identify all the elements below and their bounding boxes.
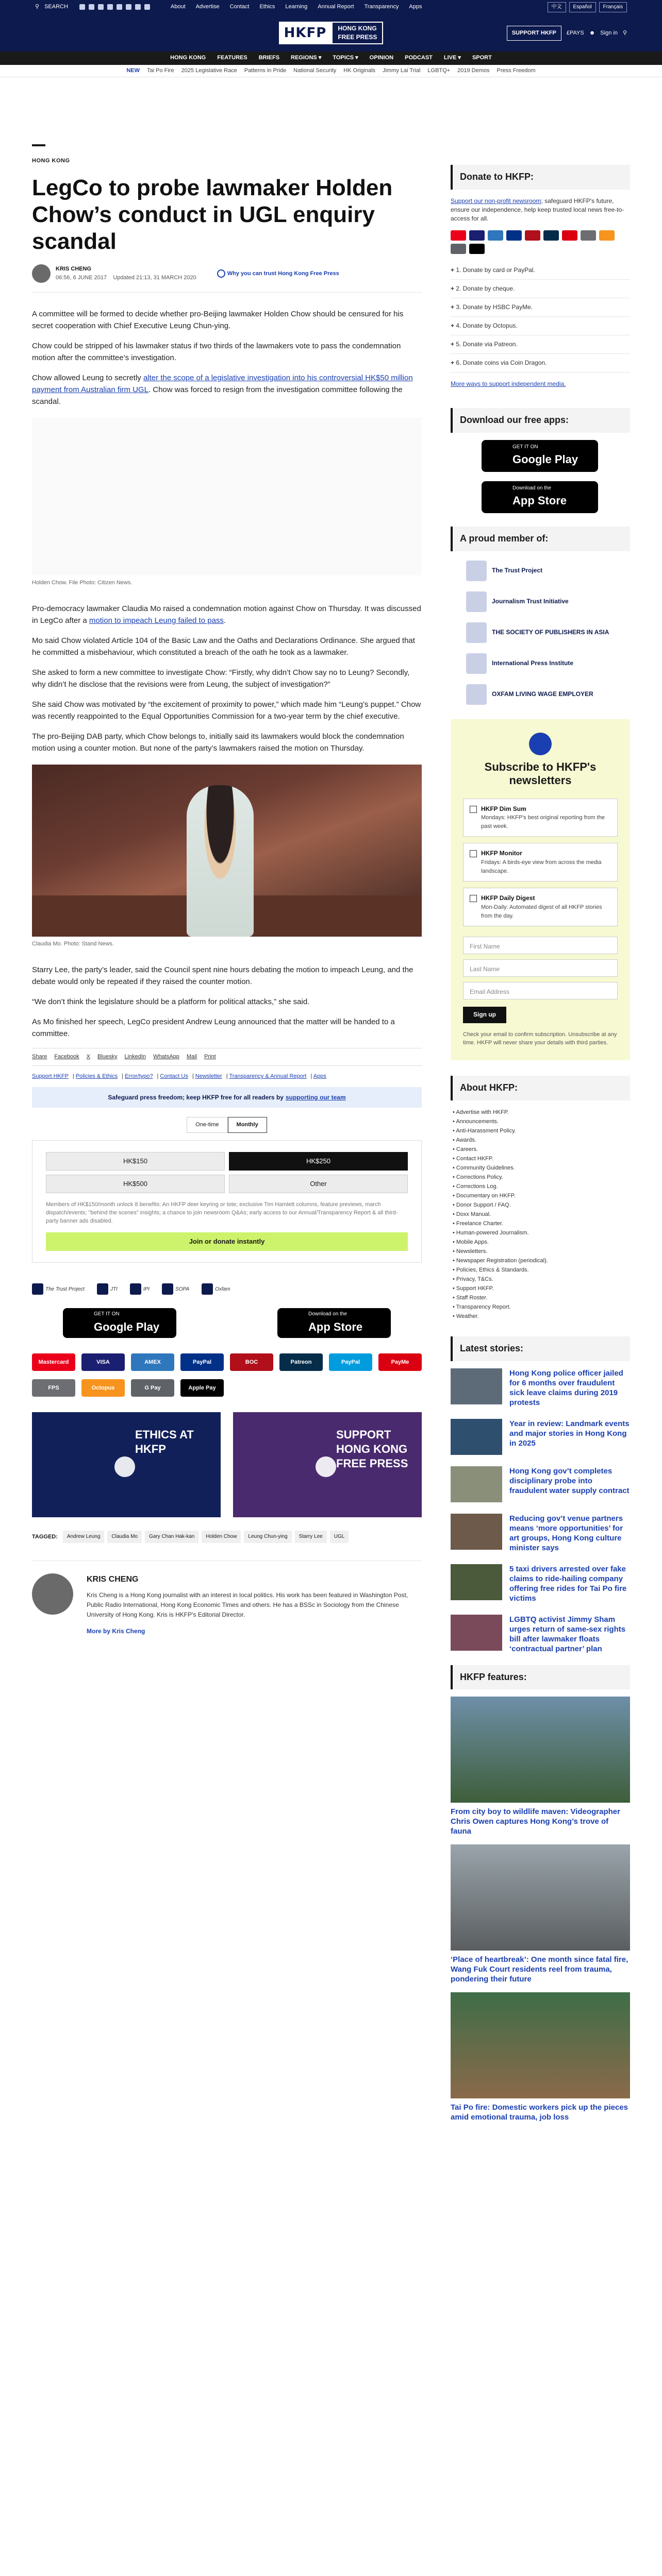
- logo-short: HKFP: [284, 25, 327, 41]
- share-bluesky[interactable]: Bluesky: [97, 1054, 118, 1060]
- member-label: Journalism Trust Initiative: [492, 598, 569, 605]
- author-box: [32, 1561, 422, 1637]
- feature-image[interactable]: [451, 1844, 630, 1951]
- topbar-link-contact[interactable]: Contact: [229, 4, 250, 10]
- promo-title: SUPPORT HONG KONG FREE PRESS: [336, 1428, 408, 1470]
- story-headline[interactable]: Year in review: Landmark events and major stories in Hong Kong in 2025: [509, 1419, 630, 1448]
- ticker-item[interactable]: Tai Po Fire: [146, 67, 174, 74]
- article: [32, 144, 422, 1637]
- story-thumbnail[interactable]: [451, 1419, 502, 1455]
- email-field[interactable]: Email Address: [463, 982, 618, 999]
- store-small: Download on the: [512, 485, 552, 491]
- nav-regions[interactable]: REGIONS ▾: [291, 55, 322, 61]
- about-link[interactable]: • Advertise with HKFP.: [453, 1108, 630, 1117]
- payment-logo: PayPal: [180, 1353, 224, 1371]
- member-heading: A proud member of:: [451, 527, 630, 551]
- updated-date: Updated 21:13, 31 MARCH 2020: [113, 275, 196, 281]
- paragraph: Pro-democracy lawmaker Claudia Mo raised a condemnation motion against Chow on Thursday. It was discussed in LegCo after a motion to impeach Leung failed to pass.: [32, 604, 421, 625]
- paragraph: [32, 372, 422, 408]
- topbar-link-transparency[interactable]: Transparency: [364, 4, 399, 10]
- ipi-icon: [466, 653, 487, 674]
- donate-widget: [451, 197, 630, 388]
- nav-hong-kong[interactable]: HONG KONG: [170, 55, 206, 61]
- applepay-icon: [469, 244, 485, 254]
- story-headline[interactable]: 5 taxi drivers arrested over fake claims to ride-hailing company offering free rides for Tai Po fire victims: [509, 1564, 627, 1603]
- currency-selector[interactable]: £PAYS: [566, 30, 584, 36]
- donation-amounts: [46, 1152, 408, 1193]
- share-print[interactable]: Print: [204, 1054, 216, 1060]
- feature-headline[interactable]: From city boy to wildlife maven: Videographer Chris Owen captures Hong Kong’s trove of fauna: [451, 1807, 620, 1836]
- ticker-item[interactable]: 2025 Legislative Race: [181, 67, 237, 74]
- member-logos: [451, 560, 630, 706]
- footer-link-newsletter[interactable]: Newsletter: [195, 1073, 222, 1080]
- author-bio: Kris Cheng is a Hong Kong journalist with an interest in local politics. His work has been featured in Washington Post, Public Radio International, Hong Kong Economic Times and others. He has a BSSc in Sociology from the Chinese University of Hong Kong. Kris is HKFP’s Editorial Director.: [87, 1591, 408, 1618]
- lang-spanish[interactable]: Español: [569, 2, 596, 12]
- search-icon[interactable]: ⚲: [35, 4, 40, 10]
- affiliation-label: IPI: [143, 1286, 150, 1292]
- amex-icon: [488, 230, 503, 241]
- facebook-icon[interactable]: [79, 4, 85, 10]
- affiliation-label: The Trust Project: [45, 1286, 85, 1292]
- story-headline[interactable]: Hong Kong gov’t completes disciplinary probe into fraudulent water supply contract: [509, 1466, 630, 1495]
- photo-subject: [187, 785, 254, 937]
- about-link[interactable]: • Corrections Log.: [453, 1182, 630, 1191]
- member-jti[interactable]: [466, 590, 630, 613]
- nav-features[interactable]: FEATURES: [217, 55, 247, 61]
- card-logos: [451, 230, 630, 254]
- bluesky-icon[interactable]: [126, 4, 131, 10]
- tags-label: TAGGED:: [32, 1533, 58, 1540]
- sidebar-app-buttons: [451, 440, 630, 513]
- oxfam-icon: [466, 684, 487, 705]
- membership-benefits-note: Members of HK$150/month unlock 8 benefits: An HKFP deer keyring or tote; exclusive Tim Hamlett columns, feature previews, march dispatch/events; "behind the scenes" insights; a chance to join newsroom Q&As; early access to our Annual/Transparency Report & all third-party banner ads disabled.: [46, 1201, 398, 1225]
- about-link[interactable]: • Contact HKFP.: [453, 1154, 630, 1163]
- sopa-icon: [162, 1283, 173, 1295]
- tag[interactable]: Holden Chow: [202, 1531, 241, 1543]
- newsletter-name: HKFP Monitor: [481, 850, 522, 857]
- topbar-link-advertise[interactable]: Advertise: [195, 4, 220, 10]
- play-icon[interactable]: [316, 1456, 336, 1477]
- store-big: Google Play: [512, 453, 578, 466]
- logo-line-2: FREE PRESS: [338, 33, 377, 41]
- member-label: The Trust Project: [492, 567, 543, 574]
- tag[interactable]: UGL: [330, 1531, 349, 1543]
- paragraph: Chow could be stripped of his lawmaker status if two thirds of the lawmakers vote to pass the condemnation motion after the committee’s investigation.: [32, 342, 401, 363]
- signup-button[interactable]: Sign up: [463, 1007, 506, 1023]
- x-icon[interactable]: [89, 4, 94, 10]
- donate-strip-link[interactable]: supporting our team: [285, 1093, 346, 1101]
- more-ways-link[interactable]: More ways to support independent media.: [451, 380, 566, 387]
- donate-method[interactable]: + 4. Donate by Octopus.: [451, 317, 630, 335]
- octopus-icon: [599, 230, 615, 241]
- newsletter-option-dim-sum[interactable]: [463, 799, 618, 837]
- play-icon[interactable]: [114, 1456, 135, 1477]
- about-link[interactable]: • Corrections Policy.: [453, 1173, 630, 1182]
- apps-heading: Download our free apps:: [451, 408, 630, 433]
- photo-caption: Claudia Mo. Photo: Stand News.: [32, 941, 114, 947]
- user-icon[interactable]: ☻: [589, 30, 595, 36]
- youtube-icon[interactable]: [107, 4, 113, 10]
- affiliation-jti[interactable]: [97, 1283, 118, 1295]
- donate-strip-text: Safeguard press freedom; keep HKFP free for all readers by: [108, 1093, 284, 1101]
- ugl-investigation-link[interactable]: alter the scope of a legislative investigation into his controversial HK$50 million payment from Australian firm UGL: [32, 374, 413, 395]
- trust-badge-icon: [217, 269, 225, 278]
- jti-icon: [97, 1283, 108, 1295]
- topbar-link-about[interactable]: About: [170, 4, 186, 10]
- feature-image[interactable]: [451, 1697, 630, 1803]
- newsletter-desc: Mon-Daily: Automated digest of all HKFP stories from the day.: [481, 904, 602, 919]
- donate-method[interactable]: + 1. Donate by card or PayPal.: [451, 261, 630, 280]
- sign-in-link[interactable]: Sign in: [600, 30, 618, 36]
- newsletter-signup: [451, 719, 630, 1060]
- affiliation-label: Oxfam: [215, 1286, 230, 1292]
- donate-intro-text: ; safeguard HKFP's future, ensure our independence, help keep trusted local news free-to-access for all.: [451, 197, 624, 222]
- latest-story[interactable]: [451, 1514, 630, 1553]
- instagram-icon[interactable]: [98, 4, 104, 10]
- affiliation-trust-project[interactable]: [32, 1283, 85, 1295]
- paragraph: She asked to form a new committee to investigate Chow: “Firstly, why didn’t Chow say no to Leung? Secondly, why didn’t he disclose that the revisions were from Leung, the subject of investigation?”: [32, 668, 410, 689]
- publish-date: 06:56, 6 JUNE 2017: [56, 275, 107, 281]
- hkfp-round-logo: [529, 733, 552, 755]
- newsletter-option-monitor[interactable]: [463, 843, 618, 882]
- sidebar-app-store-button[interactable]: [482, 481, 598, 513]
- about-link[interactable]: • Announcements.: [453, 1117, 630, 1126]
- donate-strip: [32, 1087, 422, 1108]
- app-store-buttons: [32, 1308, 422, 1338]
- member-oxfam[interactable]: [466, 683, 630, 706]
- payme-icon: [562, 230, 577, 241]
- ticker-item[interactable]: Patterns in Pride: [244, 67, 287, 74]
- masthead: [0, 14, 662, 52]
- join-donate-button[interactable]: Join or donate instantly: [46, 1232, 408, 1251]
- footer-link-contact[interactable]: Contact Us: [160, 1073, 188, 1080]
- donate-method[interactable]: + 5. Donate via Patreon.: [451, 335, 630, 354]
- donate-method[interactable]: + 2. Donate by cheque.: [451, 280, 630, 298]
- ticker-item[interactable]: 2019 Demos: [457, 67, 490, 74]
- search-link[interactable]: SEARCH: [44, 4, 68, 10]
- author-avatar[interactable]: [32, 264, 51, 283]
- gpay-icon: [451, 244, 466, 254]
- app-store-button[interactable]: [277, 1308, 391, 1338]
- payment-logo: VISA: [81, 1353, 125, 1371]
- latest-story[interactable]: [451, 1564, 630, 1603]
- payment-logo: AMEX: [131, 1353, 174, 1371]
- share-x[interactable]: X: [86, 1054, 91, 1060]
- member-sopa[interactable]: [466, 621, 630, 644]
- about-link[interactable]: • Mobile Apps.: [453, 1238, 630, 1247]
- affiliation-ipi[interactable]: [130, 1283, 150, 1295]
- impeach-motion-link[interactable]: motion to impeach Leung failed to pass: [89, 616, 224, 625]
- tag[interactable]: Gary Chan Hak-kan: [145, 1531, 198, 1543]
- payment-logos: [32, 1353, 422, 1397]
- author-box-name[interactable]: KRIS CHENG: [87, 1574, 139, 1584]
- top-bar: [0, 0, 662, 14]
- store-big: App Store: [512, 494, 567, 507]
- about-link[interactable]: • Documentary on HKFP.: [453, 1191, 630, 1200]
- about-link[interactable]: • Support HKFP.: [453, 1284, 630, 1293]
- newsletter-note: Check your email to confirm subscription. Unsubscribe at any time. HKFP will never share your details with third parties.: [463, 1031, 617, 1046]
- story-thumbnail[interactable]: [451, 1466, 502, 1502]
- store-big: Google Play: [94, 1320, 160, 1333]
- oxfam-icon: [202, 1283, 213, 1295]
- ticker-item[interactable]: Jimmy Lai Trial: [383, 67, 421, 74]
- sopa-icon: [466, 622, 487, 643]
- logo-line-1: HONG KONG: [338, 25, 377, 32]
- donate-intro: [451, 197, 630, 223]
- about-link[interactable]: • Weather.: [453, 1312, 630, 1321]
- byline: [32, 264, 422, 293]
- tag[interactable]: Andrew Leung: [63, 1531, 105, 1543]
- donate-heading: Donate to HKFP:: [451, 165, 630, 190]
- payment-logo: Octopus: [81, 1379, 125, 1397]
- search-icon[interactable]: ⚲: [622, 30, 627, 36]
- newsletter-name: HKFP Daily Digest: [481, 894, 535, 902]
- donate-method[interactable]: + 6. Donate coins via Coin Dragon.: [451, 354, 630, 372]
- member-label: International Press Institute: [492, 659, 574, 667]
- ticker-item[interactable]: LGBTQ+: [427, 67, 451, 74]
- first-name-field[interactable]: First Name: [463, 937, 618, 954]
- newsletter-option-daily-digest[interactable]: [463, 888, 618, 926]
- tag[interactable]: Starry Lee: [295, 1531, 327, 1543]
- trust-link-label: Why you can trust Hong Kong Free Press: [227, 270, 339, 277]
- author-name[interactable]: KRIS CHENG: [56, 266, 92, 272]
- paragraph-text: . Chow was forced to resign from the investigation committee following the scandal.: [32, 385, 403, 406]
- article-photo: [32, 765, 422, 937]
- donate-method[interactable]: + 3. Donate by HSBC PayMe.: [451, 298, 630, 317]
- about-link[interactable]: • Newsletters.: [453, 1247, 630, 1256]
- embedded-media[interactable]: [32, 418, 422, 575]
- nav-opinion[interactable]: OPINION: [369, 55, 394, 61]
- about-link[interactable]: • Donor Support / FAQ.: [453, 1200, 630, 1210]
- paragraph: She said Chow was motivated by “the excitement of proximity to power,” which made him “Leung’s puppet.” Chow was recently reappointed to the Equal Opportunities Commission for a two-year term by the chief executive.: [32, 700, 421, 721]
- tag-list: [32, 1531, 422, 1543]
- story-thumbnail[interactable]: [451, 1615, 502, 1651]
- about-links: [451, 1108, 630, 1321]
- donation-box: [32, 1140, 422, 1263]
- article-category[interactable]: HONG KONG: [32, 158, 70, 164]
- paragraph: Starry Lee, the party’s leader, said the Council spent nine hours debating the motion to impeach Leung, and the debate would only be repeated if they raised the counter motion.: [32, 965, 413, 987]
- ticker-item[interactable]: Press Freedom: [496, 67, 536, 74]
- support-hkfp-button[interactable]: SUPPORT HKFP: [507, 26, 561, 41]
- newsletter-name: HKFP Dim Sum: [481, 805, 526, 812]
- share-facebook[interactable]: Facebook: [54, 1054, 79, 1060]
- footer-link-apps[interactable]: Apps: [313, 1073, 326, 1080]
- payment-logo: BOC: [230, 1353, 273, 1371]
- trending-ticker: [0, 65, 662, 77]
- latest-story[interactable]: [451, 1615, 630, 1654]
- amount-option[interactable]: HK$500: [46, 1175, 225, 1193]
- lang-chinese[interactable]: 中文: [548, 2, 566, 12]
- logo-full: [332, 22, 383, 44]
- story-thumbnail[interactable]: [451, 1514, 502, 1550]
- nav-briefs[interactable]: BRIEFS: [258, 55, 280, 61]
- affiliation-sopa[interactable]: [162, 1283, 189, 1295]
- about-link[interactable]: • Community Guidelines.: [453, 1163, 630, 1173]
- story-headline[interactable]: Reducing gov’t venue partners means ‘more opportunities’ for art groups, Hong Kong culture minister says: [509, 1514, 623, 1552]
- donation-frequency-toggle: [32, 1117, 422, 1133]
- paragraph: As Mo finished her speech, LegCo president Andrew Leung announced that the matter will be handed to a committee.: [32, 1018, 395, 1039]
- footer-link-error[interactable]: Error/typo?: [125, 1073, 153, 1080]
- about-link[interactable]: • Staff Roster.: [453, 1293, 630, 1302]
- trust-link[interactable]: [217, 269, 339, 278]
- jti-icon: [466, 591, 487, 612]
- payment-logo: Apple Pay: [180, 1379, 224, 1397]
- payment-logo: G Pay: [131, 1379, 174, 1397]
- paragraph: The pro-Beijing DAB party, which Chow belongs to, initially said its lawmakers would block the condemnation motion using a counter motion. But none of the party’s lawmakers raised the motion on Thursday.: [32, 732, 404, 753]
- patreon-icon: [543, 230, 559, 241]
- google-play-button[interactable]: [63, 1308, 176, 1338]
- nav-live[interactable]: LIVE ▾: [443, 55, 461, 61]
- ipi-icon: [130, 1283, 141, 1295]
- newsletter-desc: Fridays: A birds-eye view from across the media landscape.: [481, 859, 602, 874]
- trust-project-icon: [32, 1283, 43, 1295]
- tag[interactable]: Claudia Mo: [107, 1531, 142, 1543]
- footer-link-transparency[interactable]: Transparency & Annual Report: [229, 1073, 307, 1080]
- share-linkedin[interactable]: LinkedIn: [124, 1054, 146, 1060]
- threads-icon[interactable]: [117, 4, 122, 10]
- footer-link-support[interactable]: Support HKFP: [32, 1073, 69, 1080]
- store-small: GET IT ON: [94, 1311, 120, 1317]
- more-by-author-link[interactable]: More by Kris Cheng: [87, 1627, 145, 1635]
- mastercard-icon: [451, 230, 466, 241]
- share-bar: [32, 1048, 422, 1066]
- topbar-link-annual-report[interactable]: Annual Report: [318, 4, 354, 10]
- about-link[interactable]: • Policies, Ethics & Standards.: [453, 1265, 630, 1275]
- affiliation-label: JTI: [110, 1286, 118, 1292]
- store-big: App Store: [308, 1320, 363, 1333]
- about-link[interactable]: • Newspaper Registration (periodical).: [453, 1256, 630, 1265]
- paragraph: Mo said Chow violated Article 104 of the Basic Law and the Oaths and Declarations Ordinance. She argued that he committed a misbehaviour, which constituted a breach of the oath he took as a lawmaker.: [32, 636, 415, 657]
- affiliation-label: SOPA: [175, 1286, 190, 1292]
- about-link[interactable]: • Privacy, T&Cs.: [453, 1275, 630, 1284]
- feature-headline[interactable]: ‘Place of heartbreak’: One month since fatal fire, Wang Fuk Court residents reel from trauma, pondering their future: [451, 1955, 628, 1984]
- freq-monthly[interactable]: Monthly: [228, 1117, 267, 1133]
- embed-caption: Holden Chow. File Photo: Citizen News.: [32, 580, 133, 586]
- sidebar-google-play-button[interactable]: [482, 440, 598, 472]
- about-link[interactable]: • Awards.: [453, 1136, 630, 1145]
- paragraph-text: Chow allowed Leung to secretly: [32, 374, 143, 383]
- newsletter-heading: Subscribe to HKFP's newsletters: [484, 760, 597, 787]
- about-link[interactable]: • Careers.: [453, 1145, 630, 1154]
- share-whatsapp[interactable]: WhatsApp: [153, 1054, 179, 1060]
- store-small: GET IT ON: [512, 444, 538, 450]
- amount-option[interactable]: HK$150: [46, 1152, 225, 1171]
- paragraph-text: Pro-democracy lawmaker Claudia Mo raised a condemnation motion against Chow on Thursday. It was discussed in LegCo after a: [32, 604, 421, 625]
- story-headline[interactable]: LGBTQ activist Jimmy Sham urges return of same-sex rights bill after lawmaker floats ‘contractual partner’ plan: [509, 1615, 626, 1653]
- trust-project-icon: [466, 561, 487, 581]
- footer-link-policies[interactable]: Policies & Ethics: [75, 1073, 118, 1080]
- rss-icon[interactable]: [144, 4, 150, 10]
- feature-headline[interactable]: Tai Po fire: Domestic workers pick up the pieces amid emotional trauma, job loss: [451, 2103, 628, 2122]
- payment-logo: PayMe: [378, 1353, 422, 1371]
- ethics-promo[interactable]: [32, 1412, 221, 1517]
- member-label: OXFAM LIVING WAGE EMPLOYER: [492, 690, 593, 698]
- amount-option-other[interactable]: Other: [229, 1175, 408, 1193]
- article-footer-links: Support HKFP | Policies & Ethics | Error/typo? | Contact Us | Newsletter | Transparency & Annual Report | Apps: [32, 1073, 326, 1080]
- ticker-new-label: NEW: [126, 67, 140, 74]
- newsletter-desc: Mondays: HKFP's best original reporting from the past week.: [481, 815, 605, 830]
- store-small: Download on the: [308, 1311, 347, 1317]
- story-headline[interactable]: Hong Kong police officer jailed for 6 months over fraudulent sick leave claims during 2019 protests: [509, 1368, 623, 1407]
- social-icons: [79, 4, 150, 10]
- article-title: LegCo to probe lawmaker Holden Chow’s conduct in UGL enquiry scandal: [32, 175, 393, 255]
- sidebar: [451, 165, 630, 2130]
- latest-heading: Latest stories:: [451, 1336, 630, 1361]
- features-heading: HKFP features:: [451, 1665, 630, 1690]
- telegram-icon[interactable]: [135, 4, 141, 10]
- paragraph: “We don’t think the legislature should be a platform for political attacks,” she said.: [32, 997, 310, 1007]
- support-promo[interactable]: [233, 1412, 422, 1517]
- about-link[interactable]: • Anti-Harassment Policy.: [453, 1126, 630, 1136]
- payment-logo: Patreon: [279, 1353, 323, 1371]
- promo-title: ETHICS AT HKFP: [135, 1428, 194, 1456]
- nav-sport[interactable]: SPORT: [472, 55, 492, 61]
- ticker-item[interactable]: National Security: [293, 67, 337, 74]
- member-trust-project[interactable]: [466, 560, 630, 582]
- author-box-avatar[interactable]: [32, 1573, 73, 1615]
- topbar-link-apps[interactable]: Apps: [409, 4, 422, 10]
- share-label[interactable]: Share: [32, 1054, 47, 1060]
- tag[interactable]: Leung Chun-ying: [244, 1531, 291, 1543]
- latest-story[interactable]: [451, 1466, 630, 1502]
- topbar-link-learning[interactable]: Learning: [285, 4, 308, 10]
- payment-logo: PayPal: [329, 1353, 372, 1371]
- topbar-link-ethics[interactable]: Ethics: [259, 4, 275, 10]
- share-mail[interactable]: Mail: [186, 1054, 197, 1060]
- support-newsroom-link[interactable]: Support our non-profit newsroom: [451, 197, 541, 205]
- member-label: THE SOCIETY OF PUBLISHERS IN ASIA: [492, 629, 609, 636]
- about-heading: About HKFP:: [451, 1076, 630, 1100]
- nav-podcast[interactable]: PODCAST: [405, 55, 433, 61]
- freq-one-time[interactable]: One-time: [187, 1117, 227, 1133]
- affiliation-oxfam[interactable]: [202, 1283, 230, 1295]
- ticker-item[interactable]: HK Originals: [343, 67, 376, 74]
- payment-logo: FPS: [32, 1379, 75, 1397]
- latest-stories: [451, 1368, 630, 1654]
- feature-stories: [451, 1697, 630, 2122]
- about-link[interactable]: • Doxx Manual.: [453, 1210, 630, 1219]
- last-name-field[interactable]: Last Name: [463, 959, 618, 977]
- about-link[interactable]: • Transparency Report.: [453, 1302, 630, 1312]
- member-ipi[interactable]: [466, 652, 630, 675]
- about-link[interactable]: • Human-powered Journalism.: [453, 1228, 630, 1238]
- donate-methods: [451, 261, 630, 372]
- latest-story[interactable]: [451, 1368, 630, 1408]
- about-link[interactable]: • Freelance Charter.: [453, 1219, 630, 1228]
- paypal-icon: [506, 230, 522, 241]
- press-affiliations: [32, 1283, 422, 1295]
- category-divider: [32, 144, 45, 146]
- promo-videos: [32, 1412, 422, 1517]
- hkfp-logo[interactable]: [279, 22, 384, 44]
- visa-icon: [469, 230, 485, 241]
- story-thumbnail[interactable]: [451, 1368, 502, 1404]
- feature-image[interactable]: [451, 1992, 630, 2098]
- main-nav: [0, 52, 662, 65]
- lang-french[interactable]: Français: [599, 2, 627, 12]
- amount-option-selected[interactable]: HK$250: [229, 1152, 408, 1171]
- nav-topics[interactable]: TOPICS ▾: [333, 55, 358, 61]
- payment-logo: Mastercard: [32, 1353, 75, 1371]
- latest-story[interactable]: [451, 1419, 630, 1455]
- boc-icon: [525, 230, 540, 241]
- paragraph: A committee will be formed to decide whether pro-Beijing lawmaker Holden Chow should be censured for his secret cooperation with Chief Executive Leung Chun-ying.: [32, 310, 404, 331]
- story-thumbnail[interactable]: [451, 1564, 502, 1600]
- fps-icon: [581, 230, 596, 241]
